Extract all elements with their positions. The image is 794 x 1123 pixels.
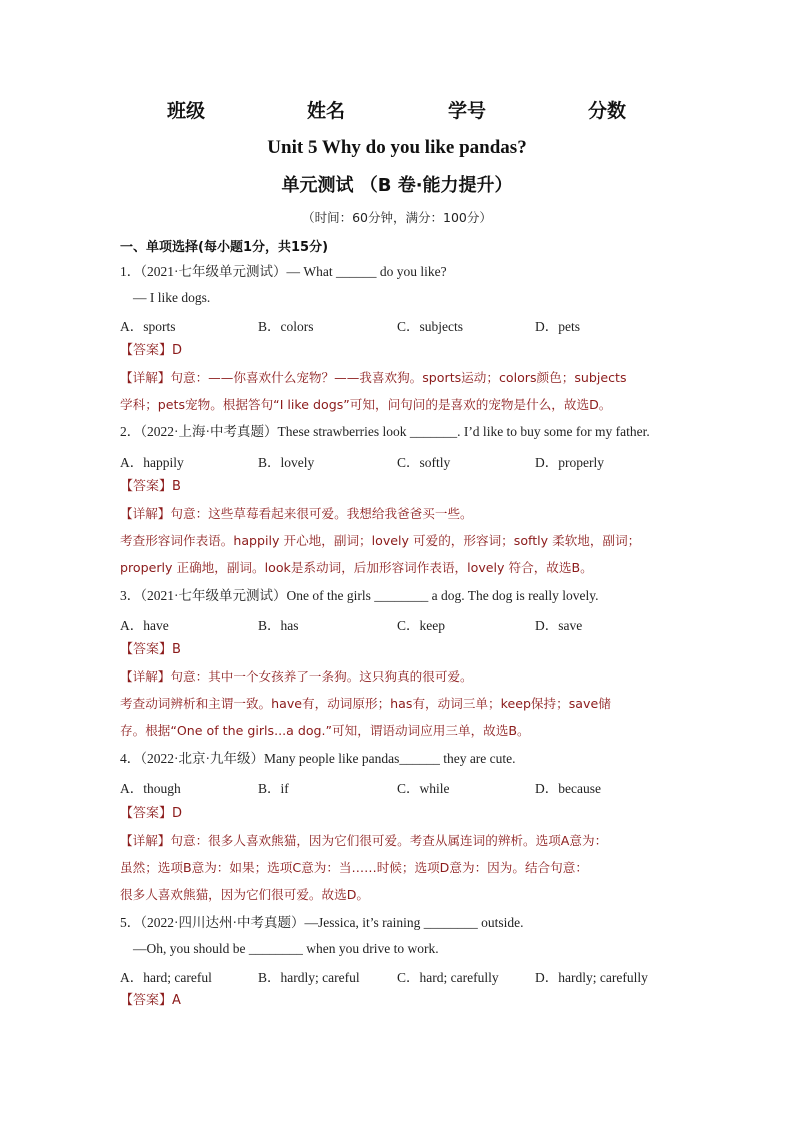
answer-tag: 【答案】	[120, 806, 173, 821]
option-b: B．hardly; careful	[258, 970, 360, 985]
question-3-detail-line2: 考查动词辨析和主谓一致。have有，动词原形；has有，动词三单；keep保持；save储	[120, 696, 611, 711]
question-2-detail-line1	[120, 505, 473, 523]
question-1-detail-line2: 学科；pets宠物。根据答句“I like dogs”可知，问句问的是喜欢的宠物是什么，故选D。	[120, 397, 612, 412]
question-1-detail-line1	[120, 369, 627, 387]
question-1-stem: 1．（2021·七年级单元测试）— What ______ do you like?	[120, 264, 447, 279]
question-3-stem: 3．（2021·七年级单元测试）One of the girls ________ a dog. The dog is really lovely.	[120, 588, 599, 603]
detail-text: 句意：其中一个女孩养了一条狗。这只狗真的很可爱。	[170, 669, 473, 684]
question-2-options	[120, 451, 680, 469]
student-info-row	[0, 96, 794, 122]
detail-text: 句意：这些草莓看起来很可爱。我想给我爸爸买一些。	[170, 506, 473, 521]
question-4-answer	[120, 805, 182, 823]
question-4-stem: 4．（2022·北京·九年级）Many people like pandas______ they are cute.	[120, 751, 516, 766]
option-c: C．keep	[397, 618, 445, 633]
answer-value: B	[172, 479, 181, 494]
question-3-answer	[120, 641, 181, 659]
option-a: A．happily	[120, 455, 184, 470]
option-a: A．sports	[120, 319, 176, 334]
option-d: D．because	[535, 781, 601, 796]
question-4-options	[120, 777, 680, 795]
question-1-options	[120, 315, 680, 333]
question-3-detail-line1	[120, 668, 473, 686]
question-2-detail-line2: 考查形容词作表语。happily 开心地，副词；lovely 可爱的，形容词；softly 柔软地，副词；	[120, 533, 641, 548]
option-c: C．while	[397, 781, 450, 796]
option-d: D．save	[535, 618, 583, 633]
answer-value: B	[172, 642, 181, 657]
question-3-detail-line3: 存。根据“One of the girls...a dog.”可知，谓语动词应用三单，故选B。	[120, 723, 530, 738]
question-4-detail-line2: 虽然；选项B意为：如果；选项C意为：当……时候；选项D意为：因为。结合句意：	[120, 860, 588, 875]
answer-tag: 【答案】	[120, 343, 173, 358]
option-d: D．pets	[535, 319, 580, 334]
option-b: B．has	[258, 618, 299, 633]
detail-text: 句意：很多人喜欢熊猫，因为它们很可爱。考查从属连词的辨析。选项A意为：	[170, 833, 608, 848]
detail-tag: 【详解】	[120, 833, 171, 848]
option-b: B．if	[258, 781, 289, 796]
unit-title: Unit 5 Why do you like pandas?	[267, 137, 527, 158]
section-heading: 一、单项选择(每小题1分，共15分)	[120, 240, 329, 255]
test-title: 单元测试 （B 卷·能力提升）	[281, 175, 513, 196]
question-4-detail-line1	[120, 832, 607, 850]
option-b: B．colors	[258, 319, 314, 334]
answer-tag: 【答案】	[120, 642, 173, 657]
answer-tag: 【答案】	[120, 479, 173, 494]
name-label: 姓名	[307, 100, 346, 122]
class-label: 班级	[167, 100, 206, 122]
question-3-options	[120, 614, 680, 632]
detail-tag: 【详解】	[120, 669, 171, 684]
score-label: 分数	[588, 100, 627, 122]
detail-tag: 【详解】	[120, 370, 171, 385]
option-b: B．lovely	[258, 455, 315, 470]
answer-value: D	[172, 343, 183, 358]
detail-text: 句意：——你喜欢什么宠物？——我喜欢狗。sports运动；colors颜色；subjects	[170, 370, 627, 385]
answer-value: A	[172, 993, 181, 1008]
question-5-stem: 5．（2022·四川达州·中考真题）—Jessica, it’s raining ________ outside.	[120, 915, 524, 930]
question-5-stem-line2: —Oh, you should be ________ when you drive to work.	[133, 941, 439, 956]
student-id-label: 学号	[448, 100, 487, 122]
option-d: D．hardly; carefully	[535, 970, 648, 985]
option-a: A．though	[120, 781, 181, 796]
option-a: A．hard; careful	[120, 970, 212, 985]
question-2-answer	[120, 478, 181, 496]
question-2-stem: 2．（2022·上海·中考真题）These strawberries look _______. I’d like to buy some for my father.	[120, 424, 650, 439]
answer-value: D	[172, 806, 183, 821]
option-d: D．properly	[535, 455, 604, 470]
time-info: （时间：60分钟，满分：100分）	[302, 210, 492, 225]
detail-tag: 【详解】	[120, 506, 171, 521]
question-4-detail-line3: 很多人喜欢熊猫，因为它们很可爱。故选D。	[120, 887, 369, 902]
option-c: C．subjects	[397, 319, 463, 334]
question-2-detail-line3: properly 正确地，副词。look是系动词，后加形容词作表语，lovely 符合，故选B。	[120, 560, 593, 575]
question-1-answer	[120, 342, 182, 360]
option-c: C．softly	[397, 455, 451, 470]
answer-tag: 【答案】	[120, 993, 173, 1008]
option-a: A．have	[120, 618, 169, 633]
question-5-answer	[120, 992, 181, 1010]
question-5-options	[120, 966, 680, 984]
option-c: C．hard; carefully	[397, 970, 499, 985]
question-1-stem-line2: — I like dogs.	[133, 290, 211, 305]
